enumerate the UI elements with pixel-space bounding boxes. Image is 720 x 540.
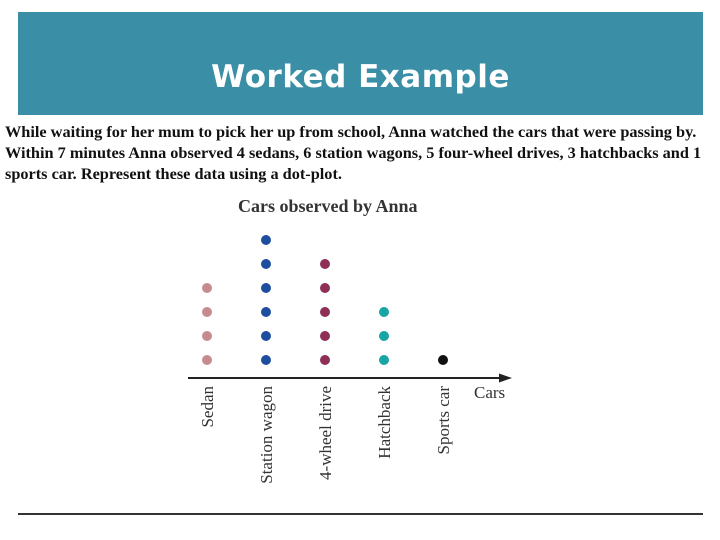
dot-4-wheel-drive xyxy=(320,307,330,317)
category-labels xyxy=(198,386,453,484)
tick-label-sports-car: Sports car xyxy=(434,386,453,455)
dot-station-wagon xyxy=(261,235,271,245)
tick-label-sedan: Sedan xyxy=(198,386,217,428)
dot-hatchback xyxy=(379,307,389,317)
dot-4-wheel-drive xyxy=(320,259,330,269)
tick-label-station-wagon: Station wagon xyxy=(257,386,276,484)
dot-station-wagon xyxy=(261,355,271,365)
x-axis-arrow-icon xyxy=(499,374,512,383)
dot-sedan xyxy=(202,331,212,341)
chart-title: Cars observed by Anna xyxy=(238,196,418,216)
dot-sedan xyxy=(202,355,212,365)
dot-4-wheel-drive xyxy=(320,283,330,293)
dot-sedan xyxy=(202,307,212,317)
tick-label-4-wheel-drive: 4-wheel drive xyxy=(316,386,335,480)
dot-sports-car xyxy=(438,355,448,365)
x-axis-label: Cars xyxy=(474,383,506,402)
dot-4-wheel-drive xyxy=(320,355,330,365)
dot-station-wagon xyxy=(261,331,271,341)
dot-station-wagon xyxy=(261,283,271,293)
dot-station-wagon xyxy=(261,259,271,269)
dot-hatchback xyxy=(379,355,389,365)
tick-label-hatchback: Hatchback xyxy=(375,386,394,459)
page-title: Worked Example xyxy=(211,59,510,95)
dot-4-wheel-drive xyxy=(320,331,330,341)
dot-group xyxy=(202,235,448,365)
dot-station-wagon xyxy=(261,307,271,317)
bottom-divider xyxy=(18,513,703,515)
dot-sedan xyxy=(202,283,212,293)
dot-hatchback xyxy=(379,331,389,341)
problem-text: While waiting for her mum to pick her up from school, Anna watched the cars that were passing by. Within 7 minutes Anna observed 4 sedans, 6 station wagons, 5 four-wheel drives, 3 hatchbacks and 1 sports car. Represent these data using a dot-plot. xyxy=(5,122,702,183)
